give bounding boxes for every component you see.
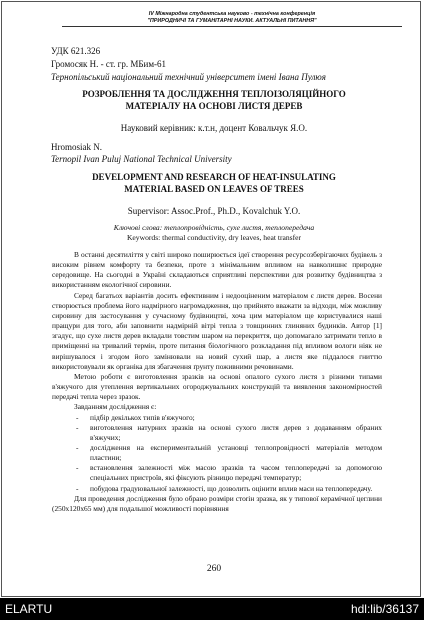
dash-bullet: -	[76, 483, 79, 493]
list-item-text: виготовлення натурних зразків на основі сухого листя дерев з додаванням обраних в'яжучих;	[90, 422, 382, 442]
list-item	[66, 443, 382, 463]
tasks-list	[52, 413, 382, 494]
dash-bullet: -	[76, 412, 79, 422]
list-item-text: дослідження на експериментальній установці теплопровідності матеріалів методом пластини;	[90, 442, 382, 463]
affiliation-ua: Тернопільський національний технічний університет імені Івана Пулюя	[51, 72, 326, 82]
handle-id: hdl:lib/36137	[350, 602, 419, 616]
dash-bullet: -	[76, 422, 79, 432]
conference-line-1: IV Міжнародна студентська науково - технічна конференція	[148, 11, 316, 17]
body-text	[52, 250, 382, 514]
list-item	[66, 463, 382, 483]
title-en	[42, 171, 386, 195]
list-item	[66, 484, 382, 494]
author-en: Hromosiak N.	[51, 142, 102, 152]
supervisor-ua: Науковий керівник: к.т.н, доцент Ковальчук Я.О.	[120, 123, 308, 133]
list-item-text: побудова градуювальної залежності, що дозволить оцінити вплив маси на теплопередачу.	[90, 483, 373, 493]
paragraph: В останні десятиліття у світі широко поширюється ідеї створення ресурсозберігаючих будівель з високим рівнем комфорту та безпеки, проте з мінімальним впливом на навколишнє природне середовище. На сьогодні в Україні складаються сприятливі перспективи для розвитку будівництва з використанням екологічної сировини.	[52, 250, 382, 290]
title-en-line-2: MATERIAL BASED ON LEAVES OF TREES	[124, 184, 304, 194]
keywords-en: Keywords: thermal conductivity, dry leaves, heat transfer	[126, 233, 302, 242]
paragraph: Серед багатьох варіантів досить ефективним і недооціненим матеріалом є листя дерев. Восени створюється проблема його надмірного нагромадження, що прийнято вважати за відходи, між можливу сировину для застосування у сучасному будівництві, хоча цим матеріалом ще користувалися наші пращури для того, аби заповнити надмірній вітрі тепла з товщинних глиняних будинків. Автор [1] згадує, що сухе листя дерев вкладали товстим шаром на перекриття, що допомагало затримати тепло в приміщенні на тривалий термін, проте питання біологічного розкладання під впливом вологи ніяк не вирішувалося і згодом його замінювали на новий сухий шар, а листя яке піддалося гниттю використовували як органіка для збагачення ґрунту поживними речовинами.	[52, 290, 382, 371]
list-item	[66, 413, 382, 423]
page-number: 260	[206, 564, 222, 574]
list-item-text: підбір декількох типів в'яжучого;	[90, 412, 195, 422]
conference-line-2: "ПРИРОДНИЧІ ТА ГУМАНІТАРНІ НАУКИ. АКТУАЛЬНІ ПИТАННЯ"	[147, 18, 317, 24]
title-ua-line-1: РОЗРОБЛЕННЯ ТА ДОСЛІДЖЕННЯ ТЕПЛОІЗОЛЯЦІЙНОГО	[82, 89, 346, 99]
affiliation-en: Ternopil Ivan Puluj National Technical University	[51, 154, 232, 164]
footer-bar	[0, 598, 424, 620]
list-item	[66, 423, 382, 443]
header-rule	[62, 26, 402, 27]
dash-bullet: -	[76, 463, 79, 473]
conference-header	[62, 11, 402, 25]
udk-code: УДК 621.326	[51, 46, 101, 56]
list-item-text: встановлення залежності між масою зразків та часом теплопередачі за допомогою спеціальних пристроїв, які фіксують різницю передачі температур;	[90, 463, 382, 483]
title-ua-line-2: МАТЕРІАЛУ НА ОСНОВІ ЛИСТЯ ДЕРЕВ	[125, 101, 303, 111]
repository-label: ELARTU	[5, 602, 53, 616]
supervisor-en: Supervisor: Assoc.Prof., Ph.D., Kovalchuk Y.O.	[127, 206, 301, 216]
title-en-line-1: DEVELOPMENT AND RESEARCH OF HEAT-INSULATING	[92, 172, 336, 182]
author-ua: Громосяк Н. - ст. гр. МБим-61	[51, 59, 167, 69]
tasks-intro: Завданням дослідження є:	[74, 402, 157, 412]
keywords-ua: Ключові слова: теплопровідність, сухе листя, теплопередача	[113, 223, 315, 232]
paragraph: Метою роботи є виготовлення зразків на основі опалого сухого листя з різними типами в'яжучого для утеплення вертикальних огороджувальних конструкцій та виявлення закономірностей передачі тепла через зразок.	[52, 371, 382, 402]
document-page	[1, 1, 421, 597]
title-ua	[42, 88, 386, 112]
dash-bullet: -	[76, 442, 79, 452]
paragraph: Для проведення дослідження було обрано розміри стоrін зразка, як у типової керамічної цеглини (250х120х65 мм) для подальшої можливості порівняння	[52, 493, 382, 513]
